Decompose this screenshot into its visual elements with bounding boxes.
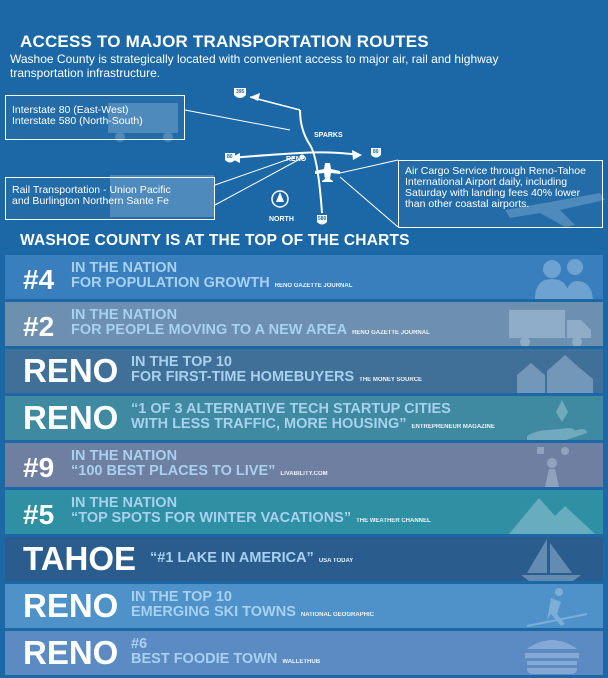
ranking-row: [5, 584, 603, 628]
ranking-source: THE WEATHER CHANNEL: [356, 518, 431, 524]
ranking-source: THE MONEY SOURCE: [359, 377, 423, 383]
ranking-text: [131, 590, 374, 623]
ranking-text: [131, 402, 495, 435]
ranking-big-label: TAHOE: [23, 540, 137, 577]
ranking-line-2: [71, 464, 328, 482]
ranking-line-2: [131, 370, 422, 388]
highways-line-2: Interstate 580 (North-South): [12, 115, 143, 127]
truck-icon: [507, 302, 597, 346]
reno-label: RENO: [286, 156, 307, 163]
ranking-row: [5, 443, 603, 487]
ranking-source: RENO GAZETTE JOURNAL: [274, 283, 353, 289]
ranking-row: [5, 349, 603, 393]
ranking-row: [5, 490, 603, 534]
ranking-big-label: RENO: [23, 352, 119, 389]
sailboat-icon: [507, 537, 597, 581]
ranking-row: [5, 537, 603, 581]
ranking-big-label: RENO: [23, 634, 119, 671]
ranking-line-2-text: FOR PEOPLE MOVING TO A NEW AREA: [71, 322, 348, 338]
ranking-line-1: IN THE TOP 10: [131, 354, 232, 370]
shield-80w-label: 80: [227, 154, 233, 160]
ranking-source: USA TODAY: [318, 558, 354, 564]
ranking-line-2-text: EMERGING SKI TOWNS: [131, 604, 296, 620]
ranking-big-label: #2: [23, 311, 55, 342]
ranking-line-2: [131, 417, 495, 435]
highways-callout: [5, 95, 185, 140]
rankings-title: WASHOE COUNTY IS AT THE TOP OF THE CHARTS: [20, 232, 410, 249]
ranking-line-2-text: “#1 LAKE IN AMERICA”: [150, 550, 314, 566]
rail-callout: [5, 177, 215, 220]
hand-icon: [507, 396, 597, 440]
ranking-line-1: #6: [131, 636, 148, 652]
ranking-source: WALLETHUB: [282, 659, 321, 665]
ranking-source: RENO GAZETTE JOURNAL: [352, 330, 430, 336]
air-cargo-callout: [398, 160, 603, 228]
ranking-line-1: IN THE NATION: [71, 495, 178, 511]
ranking-line-1: IN THE NATION: [71, 260, 178, 276]
shield-395-label: 395: [236, 89, 245, 95]
ranking-big-label: #4: [23, 264, 55, 295]
houses-icon: [507, 349, 597, 393]
ranking-source: NATIONAL GEOGRAPHIC: [300, 612, 375, 618]
ranking-text: [131, 355, 422, 388]
ranking-line-2-text: “100 BEST PLACES TO LIVE”: [71, 463, 276, 479]
transport-intro: Washoe County is strategically located with convenient access to major air, rail and highway transportation infrastructure.: [10, 52, 499, 80]
juggler-icon: [507, 443, 597, 487]
air-cargo-text: Air Cargo Service through Reno-Tahoe International Airport daily, including Saturday with landing fees 40% lower than other coastal airports.: [405, 165, 586, 210]
burger-icon: [507, 631, 597, 675]
mountain-icon: [507, 490, 597, 534]
ranking-row: [5, 255, 603, 299]
ranking-line-2: [150, 551, 353, 569]
ranking-text: [150, 551, 353, 569]
ranking-line-2-text: “TOP SPOTS FOR WINTER VACATIONS”: [71, 510, 352, 526]
ranking-text: [71, 449, 328, 482]
ranking-line-1: IN THE NATION: [71, 307, 178, 323]
skier-icon: [507, 584, 597, 628]
ranking-row: [5, 396, 603, 440]
ranking-source: LIVABILITY.COM: [280, 471, 328, 477]
ranking-line-2: [71, 511, 431, 529]
ranking-line-1: IN THE TOP 10: [131, 589, 232, 605]
shield-580-label: 580: [318, 216, 327, 222]
ranking-line-2: [71, 276, 352, 294]
ranking-line-2: [71, 323, 430, 341]
ranking-line-2: [131, 605, 374, 623]
ranking-text: [131, 637, 320, 670]
ranking-row: [5, 302, 603, 346]
ranking-line-2-text: FOR POPULATION GROWTH: [71, 275, 270, 291]
ranking-big-label: #9: [23, 452, 55, 483]
ranking-line-2: [131, 652, 320, 670]
ranking-big-label: #5: [23, 499, 55, 530]
ranking-line-1: “1 OF 3 ALTERNATIVE TECH STARTUP CITIES: [131, 401, 451, 417]
shield-80e-label: 80: [373, 149, 379, 155]
arrow-80e: [352, 150, 362, 160]
ranking-big-label: RENO: [23, 587, 119, 624]
ranking-source: ENTREPRENEUR MAGAZINE: [411, 424, 495, 430]
ranking-row: [5, 631, 603, 675]
ranking-line-2-text: BEST FOODIE TOWN: [131, 651, 278, 667]
rail-line-2: and Burlington Northern Sante Fe: [12, 195, 170, 207]
ranking-line-2-text: WITH LESS TRAFFIC, MORE HOUSING”: [131, 416, 407, 432]
ranking-line-1: IN THE NATION: [71, 448, 178, 464]
north-label: NORTH: [269, 216, 294, 223]
highways-line-1: Interstate 80 (East-West): [12, 104, 129, 116]
ranking-line-2-text: FOR FIRST-TIME HOMEBUYERS: [131, 369, 355, 385]
ranking-text: [71, 308, 430, 341]
ranking-big-label: RENO: [23, 399, 119, 436]
ranking-text: [71, 261, 352, 294]
rail-line-1: Rail Transportation - Union Pacific: [12, 184, 171, 196]
people-icon: [507, 255, 597, 299]
transport-title: ACCESS TO MAJOR TRANSPORTATION ROUTES: [20, 32, 429, 51]
sparks-label: SPARKS: [314, 132, 343, 139]
ranking-text: [71, 496, 431, 529]
